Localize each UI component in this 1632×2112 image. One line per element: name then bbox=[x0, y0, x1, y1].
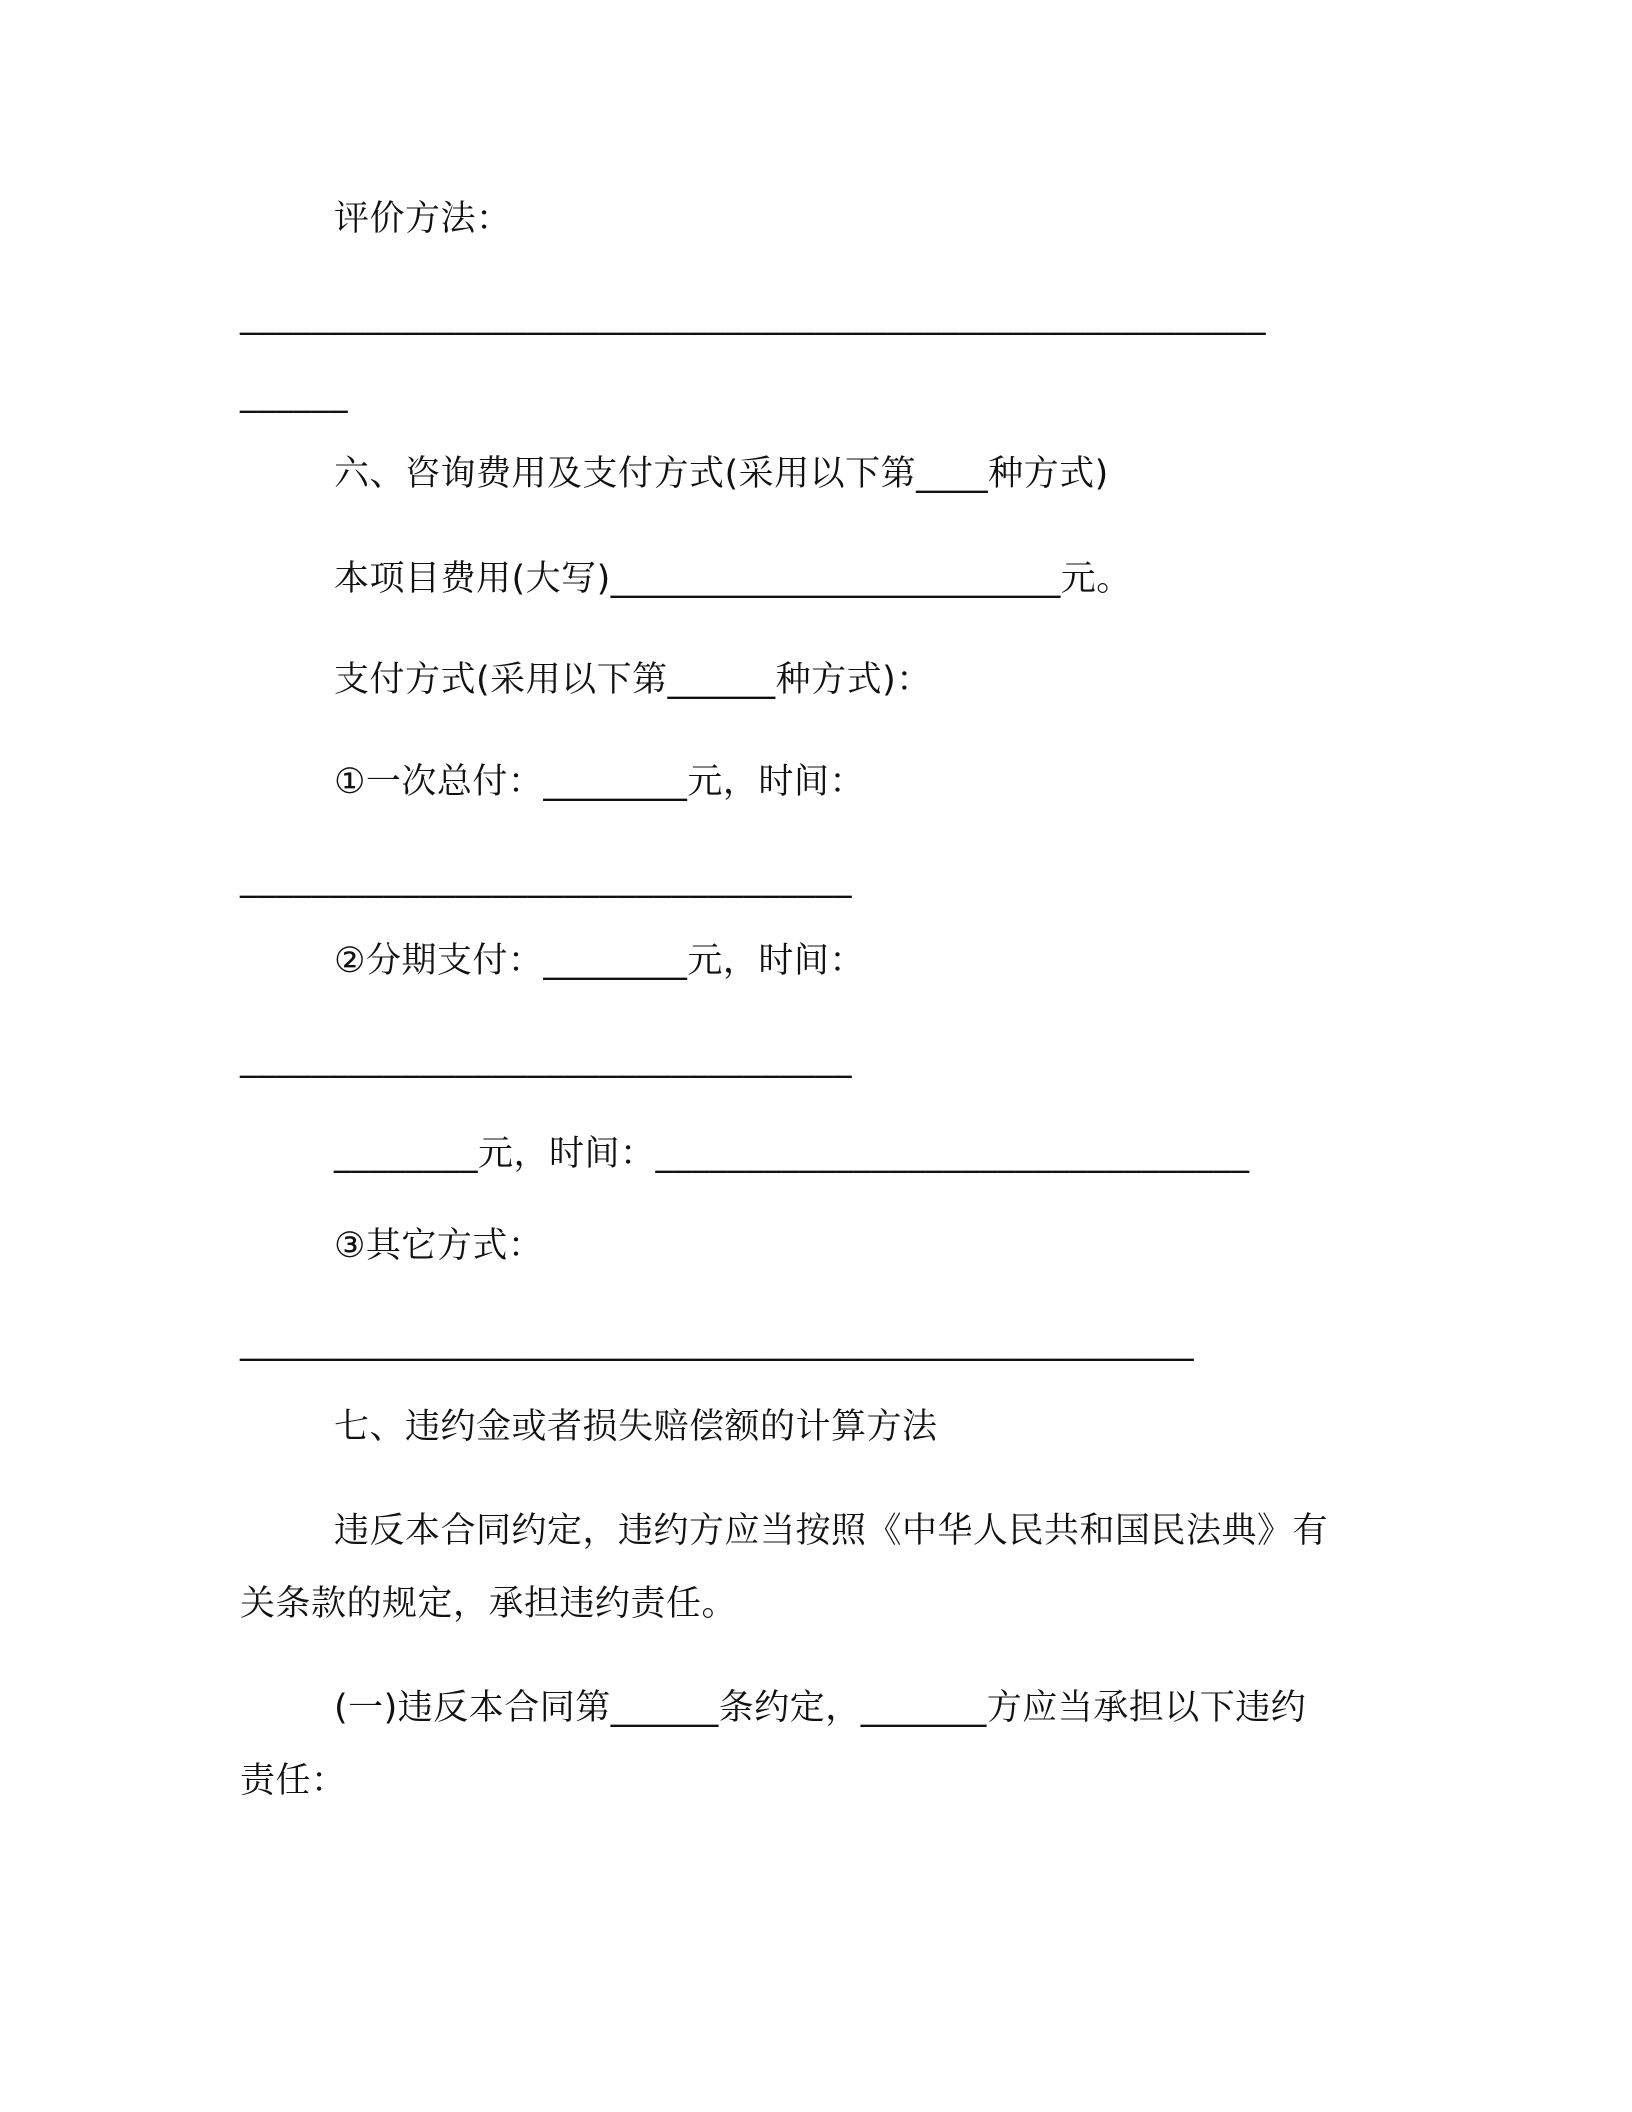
other-method-label: ③其它方式： bbox=[334, 1226, 544, 1266]
evaluation-method-blank-1: _________________________________________________________ bbox=[240, 296, 1266, 336]
clause-one-line-2: 责任： bbox=[240, 1761, 347, 1801]
evaluation-method-label: 评价方法： bbox=[334, 199, 512, 239]
installment-payment-line: ②分期支付：________元，时间： bbox=[334, 941, 865, 981]
section-six-heading: 六、咨询费用及支付方式(采用以下第____种方式) bbox=[334, 454, 1109, 494]
evaluation-method-blank-2: ______ bbox=[240, 374, 348, 414]
breach-paragraph-line-1: 违反本合同约定，违约方应当按照《中华人民共和国民法典》有 bbox=[334, 1511, 1329, 1551]
lump-sum-payment-line: ①一次总付：________元，时间： bbox=[334, 762, 865, 802]
payment-method-line: 支付方式(采用以下第______种方式)： bbox=[334, 660, 932, 700]
installment-time-blank: __________________________________ bbox=[240, 1039, 852, 1079]
breach-paragraph-line-2: 关条款的规定，承担违约责任。 bbox=[240, 1584, 738, 1624]
section-seven-heading: 七、违约金或者损失赔偿额的计算方法 bbox=[334, 1407, 938, 1447]
clause-one-line-1: (一)违反本合同第______条约定，_______方应当承担以下违约 bbox=[334, 1688, 1307, 1728]
lump-sum-time-blank: __________________________________ bbox=[240, 859, 852, 899]
other-method-blank: _____________________________________________________ bbox=[240, 1322, 1194, 1362]
installment-second-line: ________元，时间：_________________________________ bbox=[334, 1134, 1250, 1174]
project-fee-line: 本项目费用(大写)_________________________元。 bbox=[334, 559, 1132, 599]
